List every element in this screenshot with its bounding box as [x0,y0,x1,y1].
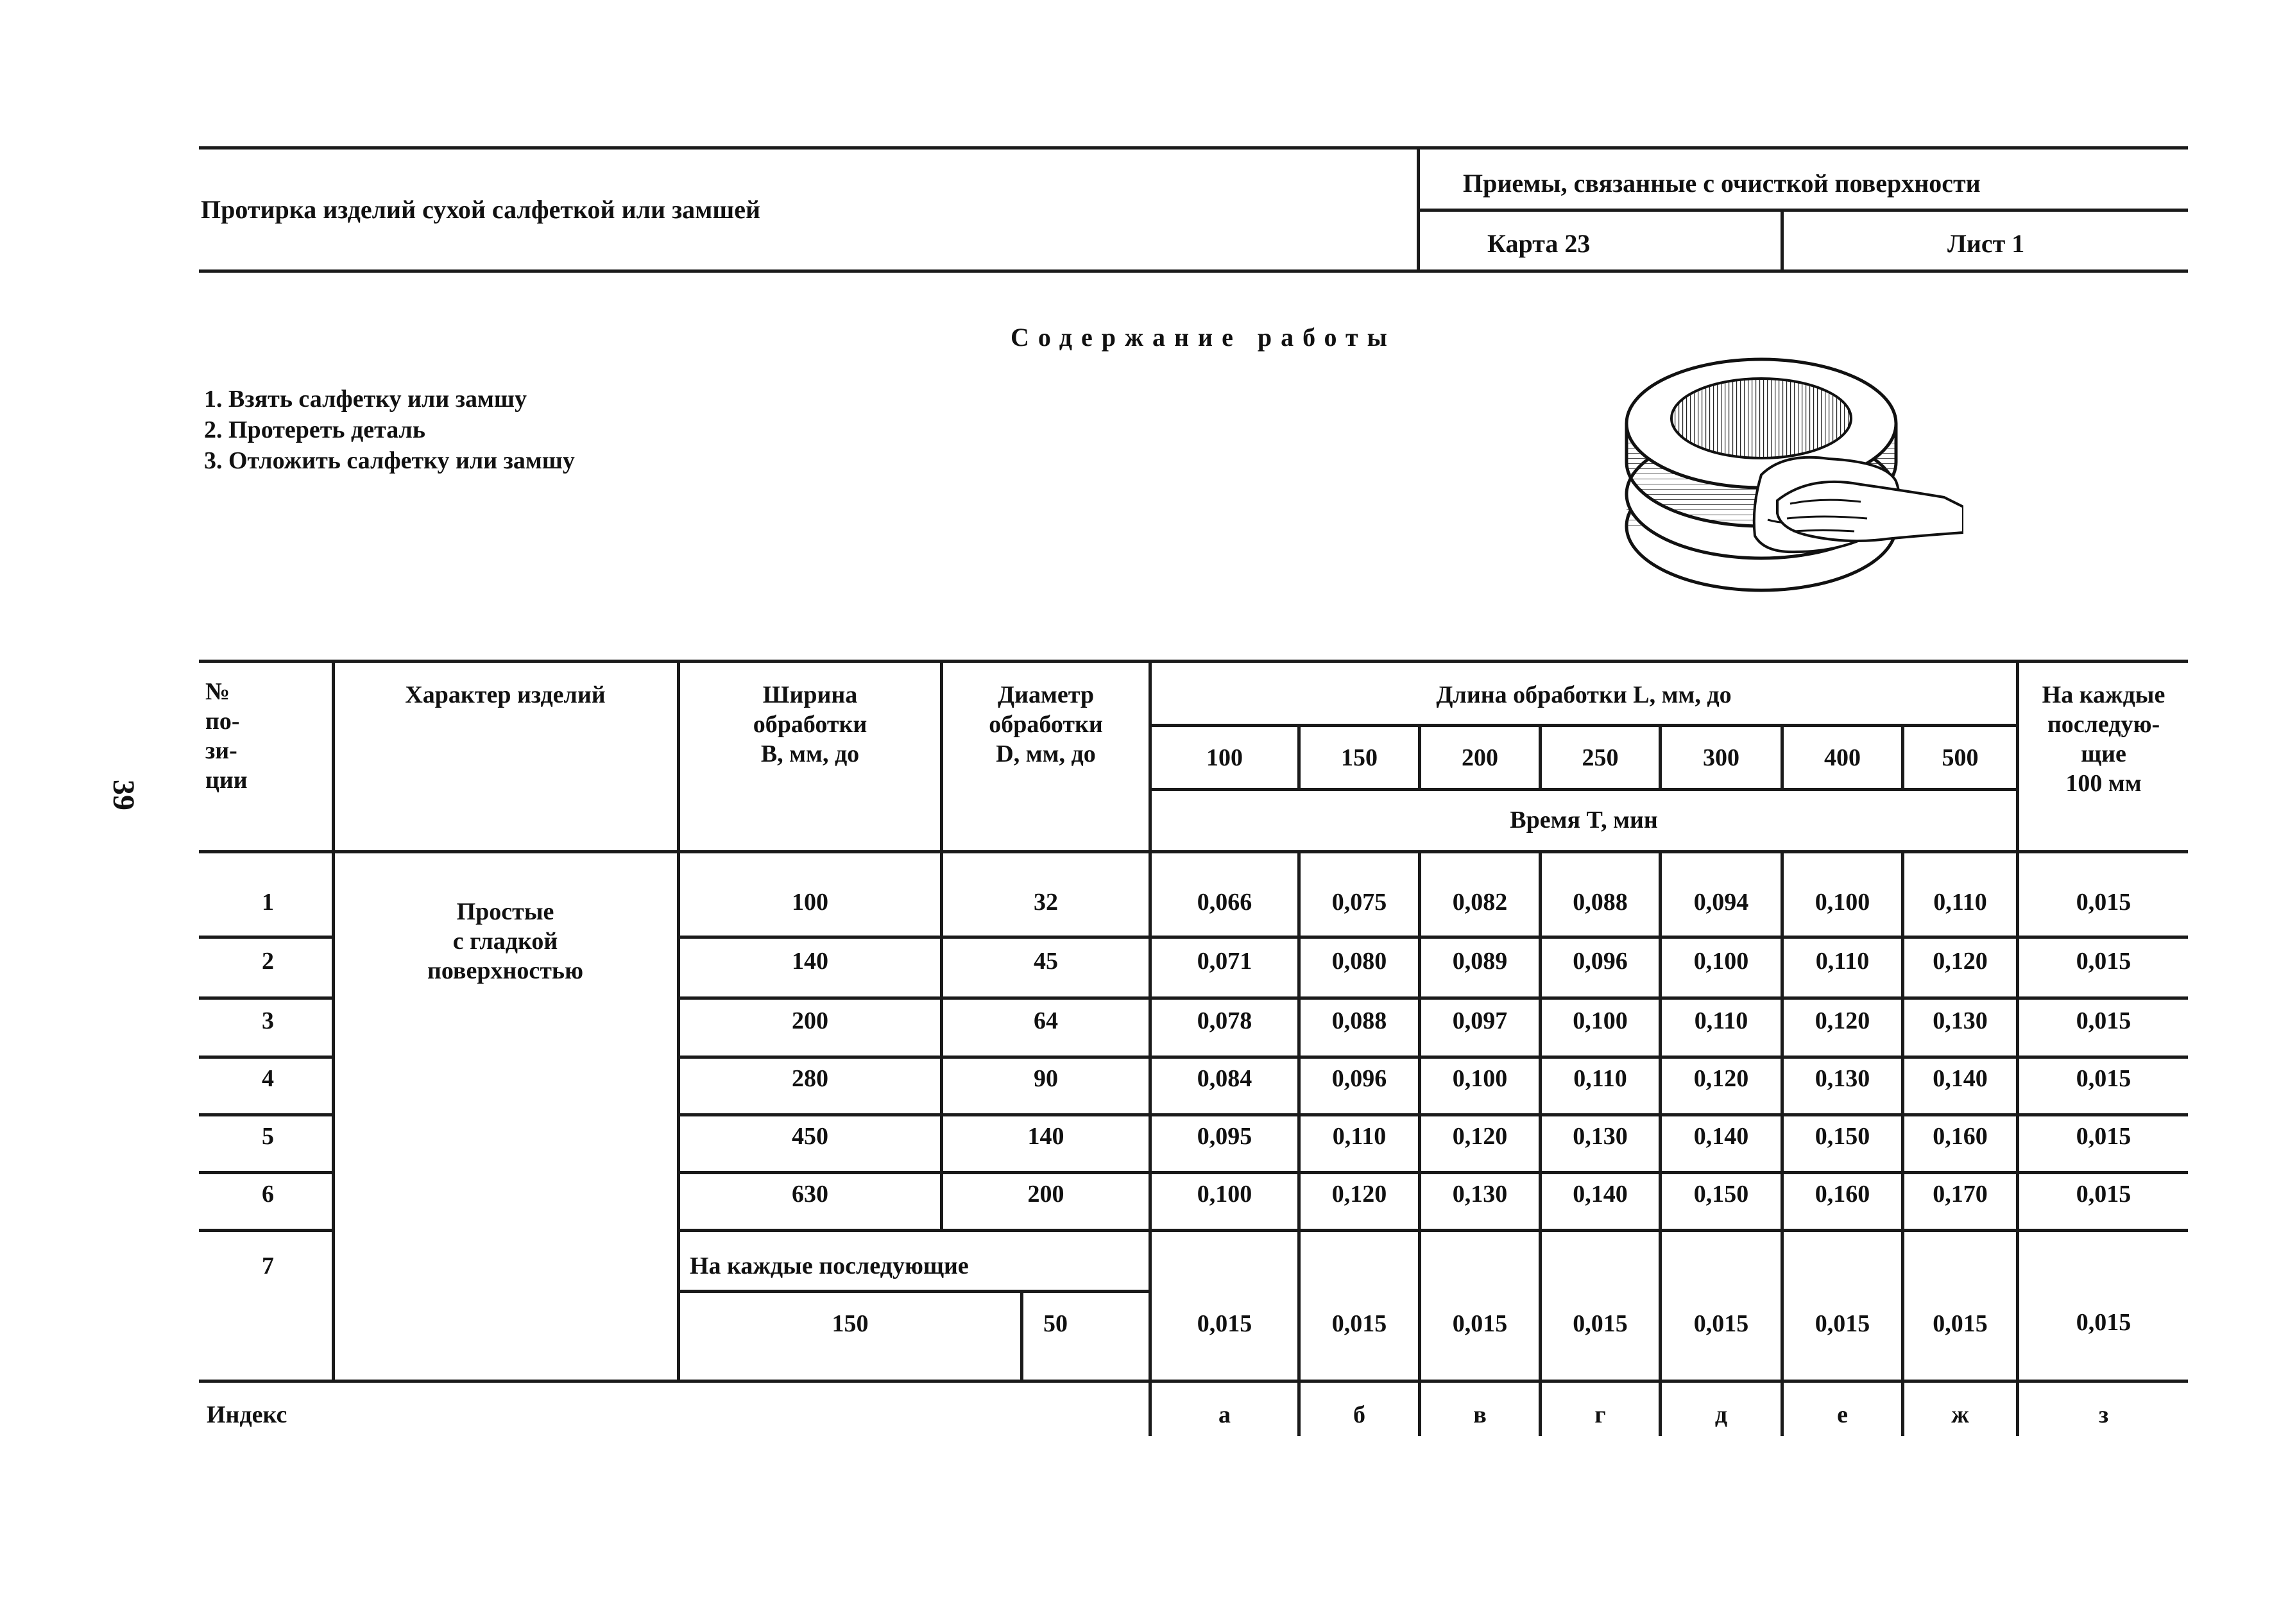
header-diameter-line: обработки [989,711,1103,738]
row-time-cell: 0,110 [1573,1065,1627,1092]
header-length-300: 300 [1703,744,1739,771]
row7-label: На каждые последующие [690,1252,969,1279]
row-time-cell: 0,088 [1331,1007,1387,1034]
header-width-line: Ширина [762,681,858,708]
row-time-cell: 0,100 [1815,889,1870,916]
section-title: Содержание работы [1011,323,1396,352]
row-time-cell: 0,088 [1573,889,1628,916]
header-character: Характер изделий [405,681,606,708]
row-time-cell: 0,120 [1452,1123,1508,1150]
row7-time-cell: 0,015 [1693,1310,1749,1337]
header-diameter [943,680,1149,769]
length-group-rule [1149,724,2018,727]
row-time-cell: 0,078 [1197,1007,1252,1034]
row-position: 1 [262,889,274,916]
row-sep-2b [679,996,2188,1000]
row-sep-3a [199,1056,334,1059]
row-sep-1a [199,936,334,939]
row7-time-cell: 0,015 [1331,1310,1387,1337]
row-each-next: 0,015 [2076,948,2131,975]
row-sep-5b [679,1171,2188,1174]
header-position-line: по- [205,708,240,735]
row-width: 200 [792,1007,828,1034]
row-time-cell: 0,082 [1452,889,1508,916]
header-diameter-line: Диаметр [997,681,1095,708]
row7-position: 7 [262,1252,274,1279]
row-time-cell: 0,110 [1933,889,1987,916]
index-letter: г [1594,1401,1606,1428]
row-each-next: 0,015 [2076,1065,2131,1092]
header-bottom-rule [199,269,2188,273]
work-steps [204,384,575,476]
row-diameter: 45 [1034,948,1058,975]
row-sep-6b [679,1229,2188,1232]
row-sep-4a [199,1113,334,1116]
header-mid-rule [1417,209,2188,212]
row-time-cell: 0,130 [1933,1007,1988,1034]
header-length-250: 250 [1582,744,1619,771]
row-time-cell: 0,100 [1197,1181,1252,1208]
row-time-cell: 0,096 [1573,948,1628,975]
header-position-line: № [205,678,230,705]
row-width: 450 [792,1123,828,1150]
row-time-cell: 0,110 [1694,1007,1748,1034]
step-2: 2. Протереть деталь [204,416,425,443]
row-sep-1b [679,936,2188,939]
row-diameter: 64 [1034,1007,1058,1034]
row-each-next: 0,015 [2076,1007,2131,1034]
row-time-cell: 0,130 [1452,1181,1508,1208]
sheet-number: Лист 1 [1947,229,2025,258]
header-length-400: 400 [1824,744,1861,771]
index-letter: в [1473,1401,1487,1428]
index-letter: а [1218,1401,1231,1428]
row-time-cell: 0,110 [1815,948,1870,975]
index-label: Индекс [207,1401,287,1428]
operation-category: Приемы, связанные с очисткой поверхности [1463,169,1981,198]
index-letter: б [1353,1401,1365,1428]
row7-inner-rule [679,1290,1150,1293]
row-time-cell: 0,120 [1693,1065,1749,1092]
row-width: 630 [792,1181,828,1208]
row7-diameter: 50 [1043,1310,1068,1337]
row-time-cell: 0,140 [1573,1181,1628,1208]
header-length-200: 200 [1462,744,1498,771]
row-time-cell: 0,100 [1693,948,1749,975]
header-card-divider [1781,209,1784,273]
document-title: Протирка изделий сухой салфеткой или замшей [201,195,760,224]
row-time-cell: 0,120 [1815,1007,1870,1034]
row-time-cell: 0,170 [1933,1181,1988,1208]
row-time-cell: 0,110 [1332,1123,1387,1150]
header-bottom-table-rule [199,850,2188,853]
row-time-cell: 0,160 [1815,1181,1870,1208]
card-number: Карта 23 [1487,229,1591,258]
header-length-group: Длина обработки L, мм, до [1436,681,1732,708]
row7-time-cell: 0,015 [1452,1310,1508,1337]
row-sep-2a [199,996,334,1000]
row-time-cell: 0,150 [1815,1123,1870,1150]
row-each-next: 0,015 [2076,1123,2131,1150]
row-diameter: 90 [1034,1065,1058,1092]
index-letter: ж [1951,1401,1969,1428]
header-length-150: 150 [1341,744,1378,771]
page-number: 39 [107,780,141,810]
row-sep-6a [199,1229,334,1232]
row-time-cell: 0,071 [1197,948,1252,975]
row-diameter: 140 [1027,1123,1064,1150]
index-letter: з [2098,1401,2109,1428]
row-position: 5 [262,1123,274,1150]
header-length-500: 500 [1942,744,1979,771]
row-time-cell: 0,096 [1331,1065,1387,1092]
row-sep-4b [679,1113,2188,1116]
row-each-next: 0,015 [2076,1181,2131,1208]
row7-time-cell: 0,015 [1197,1310,1252,1337]
row-time-cell: 0,100 [1452,1065,1508,1092]
header-diameter-line: D, мм, до [996,740,1096,767]
row-time-cell: 0,150 [1693,1181,1749,1208]
header-length-100: 100 [1206,744,1243,771]
header-each-line: На каждые [2042,681,2165,708]
header-each-line: щие [2081,740,2126,767]
header-width-line: обработки [753,711,867,738]
row-time-cell: 0,080 [1331,948,1387,975]
row-time-cell: 0,130 [1573,1123,1628,1150]
row-time-cell: 0,120 [1933,948,1988,975]
row-width: 140 [792,948,828,975]
header-position-line: ции [205,767,248,794]
row-position: 6 [262,1181,274,1208]
row-time-cell: 0,094 [1693,889,1749,916]
row7-time-cell: 0,015 [1933,1310,1988,1337]
row-time-cell: 0,084 [1197,1065,1252,1092]
row-time-cell: 0,075 [1331,889,1387,916]
header-each-line: 100 мм [2065,770,2142,797]
index-letter: е [1837,1401,1848,1428]
row-time-cell: 0,130 [1815,1065,1870,1092]
row-width: 100 [792,889,828,916]
row-time-cell: 0,089 [1452,948,1508,975]
row-diameter: 32 [1034,889,1058,916]
row-time-cell: 0,120 [1331,1181,1387,1208]
length-values-rule [1149,788,2018,791]
row7-time-cell: 0,015 [1815,1310,1870,1337]
header-top-rule [199,146,2188,150]
row-time-cell: 0,066 [1197,889,1252,916]
header-position [205,677,298,795]
header-position-line: зи- [205,737,237,764]
header-time: Время T, мин [1510,807,1658,833]
table-bottom-rule [199,1380,2188,1383]
header-width [680,680,940,769]
row-time-cell: 0,100 [1573,1007,1628,1034]
character-line: с гладкой [452,928,558,955]
row7-each: 0,015 [2076,1309,2131,1336]
step-3: 3. Отложить салфетку или замшу [204,447,575,474]
row-time-cell: 0,160 [1933,1123,1988,1150]
row-position: 4 [262,1065,274,1092]
header-each-next [2019,680,2188,798]
step-1: 1. Взять салфетку или замшу [204,386,527,413]
row-time-cell: 0,140 [1693,1123,1749,1150]
row-diameter: 200 [1027,1181,1064,1208]
row-each-next: 0,015 [2076,889,2131,916]
table-top-rule [199,660,2188,663]
row-position: 2 [262,948,274,975]
character-line: поверхностью [427,957,584,984]
header-width-line: B, мм, до [760,740,860,767]
character-value [334,897,677,986]
row-time-cell: 0,095 [1197,1123,1252,1150]
row-sep-3b [679,1056,2188,1059]
row-time-cell: 0,097 [1452,1007,1508,1034]
character-line: Простые [456,898,554,925]
col-line-pos [332,660,335,1383]
row-width: 280 [792,1065,828,1092]
ring-wiping-illustration [1617,314,1963,603]
row-time-cell: 0,140 [1933,1065,1988,1092]
index-letter: д [1714,1401,1728,1428]
row7-width: 150 [832,1310,869,1337]
row7-time-cell: 0,015 [1573,1310,1628,1337]
header-each-line: последую- [2047,711,2160,738]
row-position: 3 [262,1007,274,1034]
row-sep-5a [199,1171,334,1174]
